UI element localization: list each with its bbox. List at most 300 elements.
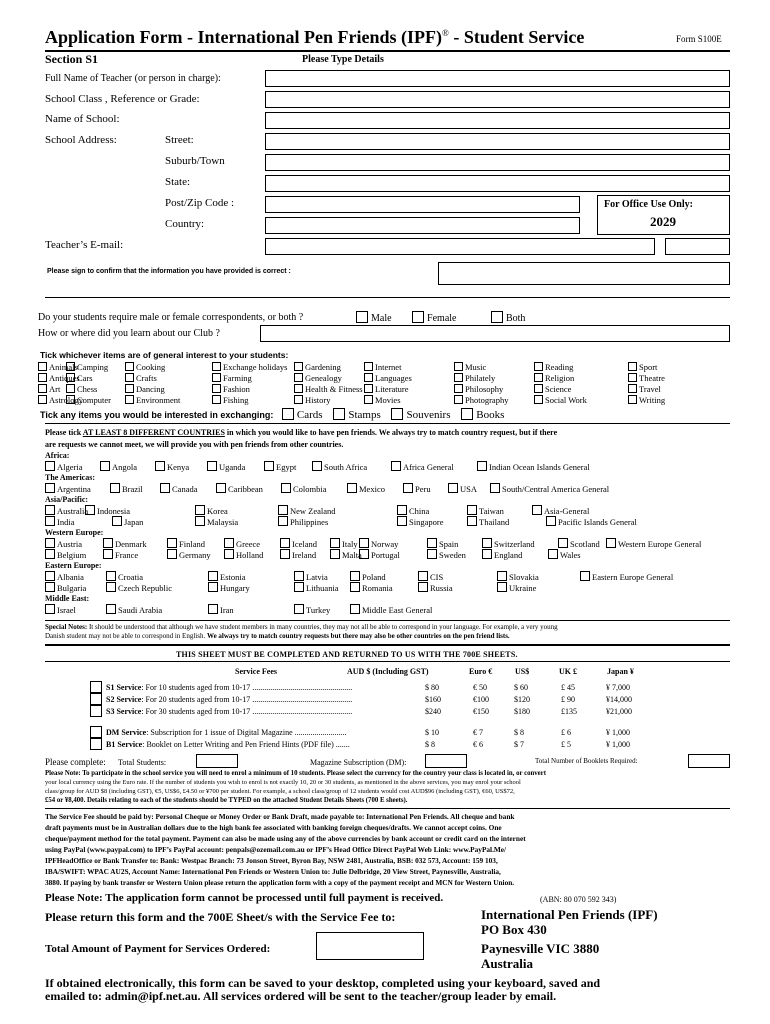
school-class-field[interactable] — [265, 91, 730, 108]
countries-intro-2: are requests we cannot meet, we will provide you with pen friends from other countries. — [45, 440, 344, 449]
books-checkbox[interactable] — [461, 408, 473, 420]
country-portugal-checkbox[interactable] — [359, 549, 369, 559]
fee-aud: $160 — [425, 695, 441, 704]
country-label: Iran — [220, 605, 234, 615]
magazine-sub-label: Magazine Subscription (DM): — [310, 758, 407, 767]
country-france-checkbox[interactable] — [103, 549, 113, 559]
interest-art-checkbox[interactable] — [38, 384, 47, 393]
country-taiwan-checkbox[interactable] — [467, 505, 477, 515]
country-japan-checkbox[interactable] — [112, 516, 122, 526]
exchange-line — [40, 408, 504, 421]
country-peru-checkbox[interactable] — [403, 483, 413, 493]
country-item — [548, 549, 581, 560]
country-item — [45, 516, 74, 527]
country-label: Indian Ocean Islands General — [489, 462, 590, 472]
interest-label: Environment — [136, 395, 181, 405]
country-indian-ocean-islands-general-checkbox[interactable] — [477, 461, 487, 471]
countries-divider — [45, 620, 730, 621]
country-label: Japan — [124, 517, 144, 527]
country-argentina-checkbox[interactable] — [45, 483, 55, 493]
fee-eur: € 6 — [473, 740, 483, 749]
country-hungary-checkbox[interactable] — [208, 582, 218, 592]
postcode-field[interactable] — [265, 196, 580, 213]
interest-farming-checkbox[interactable] — [212, 373, 221, 382]
country-label: Greece — [236, 539, 261, 549]
country-item — [606, 538, 701, 549]
country-item — [359, 549, 400, 560]
fee-eur: €150 — [473, 707, 489, 716]
country-holland-checkbox[interactable] — [224, 549, 234, 559]
interest-dancing-checkbox[interactable] — [125, 384, 134, 393]
country-lithuania-checkbox[interactable] — [294, 582, 304, 592]
interest-label: Philately — [465, 373, 496, 383]
country-denmark-checkbox[interactable] — [103, 538, 113, 548]
country-africa-general-checkbox[interactable] — [391, 461, 401, 471]
country-albania-checkbox[interactable] — [45, 571, 55, 581]
fee-eur: € 7 — [473, 728, 483, 737]
interest-reading-checkbox[interactable] — [534, 362, 543, 371]
country-item — [397, 516, 443, 527]
interest-history-checkbox[interactable] — [294, 395, 303, 404]
stamps-checkbox[interactable] — [333, 408, 345, 420]
fee-jpy: ¥ 7,000 — [606, 683, 630, 692]
country-label: South Africa — [324, 462, 368, 472]
country-turkey-checkbox[interactable] — [294, 604, 304, 614]
country-label: Finland — [179, 539, 205, 549]
country-spain-checkbox[interactable] — [427, 538, 437, 548]
country-item — [208, 571, 246, 582]
countries-intro — [45, 428, 557, 437]
fee-s3-service-checkbox[interactable] — [90, 705, 102, 717]
country-poland-checkbox[interactable] — [350, 571, 360, 581]
signature-field[interactable] — [438, 262, 730, 285]
interest-item — [125, 362, 165, 372]
interest-cooking-checkbox[interactable] — [125, 362, 134, 371]
country-mexico-checkbox[interactable] — [347, 483, 357, 493]
address-line2: PO Box 430 — [481, 922, 547, 937]
interest-item — [364, 384, 409, 394]
country-item — [45, 549, 86, 560]
interest-label: Astrology — [49, 395, 83, 405]
interest-antiques-checkbox[interactable] — [38, 373, 47, 382]
country-label: Malta — [342, 550, 362, 560]
fee-b1-service-checkbox[interactable] — [90, 738, 102, 750]
country-saudi-arabia-checkbox[interactable] — [106, 604, 116, 614]
country-item — [482, 549, 522, 560]
interest-item — [212, 362, 287, 372]
interest-label: Antiques — [49, 373, 80, 383]
fee-aud: $240 — [425, 707, 441, 716]
country-item — [350, 604, 432, 615]
country-label: India — [57, 517, 75, 527]
country-asia-general-checkbox[interactable] — [532, 505, 542, 515]
country-label: Latvia — [306, 572, 328, 582]
interest-computer-checkbox[interactable] — [66, 395, 75, 404]
fee-gbp: £ 5 — [561, 740, 571, 749]
country-item — [482, 538, 535, 549]
interest-fashion-checkbox[interactable] — [212, 384, 221, 393]
interest-item — [66, 395, 111, 405]
interest-gardening-checkbox[interactable] — [294, 362, 303, 371]
country-korea-checkbox[interactable] — [195, 505, 205, 515]
country-label: Western Europe General — [618, 539, 702, 549]
office-code-field[interactable] — [665, 238, 730, 255]
fee-row-desc — [106, 728, 347, 737]
interest-theatre-checkbox[interactable] — [628, 373, 637, 382]
interest-movies-checkbox[interactable] — [364, 395, 373, 404]
special-notes-text3: We always try to match country requests but there may also be other countries on the pen friend lists. — [206, 632, 510, 640]
interest-social-work-checkbox[interactable] — [534, 395, 543, 404]
country-switzerland-checkbox[interactable] — [482, 538, 492, 548]
country-philippines-checkbox[interactable] — [278, 516, 288, 526]
interest-genealogy-checkbox[interactable] — [294, 373, 303, 382]
country-item — [403, 483, 431, 494]
country-australia-checkbox[interactable] — [45, 505, 55, 515]
country-item — [477, 461, 590, 472]
country-malta-checkbox[interactable] — [330, 549, 340, 559]
interest-astrology-checkbox[interactable] — [38, 395, 47, 404]
country-item — [418, 571, 443, 582]
country-item — [347, 483, 385, 494]
fee-service-desc: : Booklet on Letter Writing and Pen Friend Hints (PDF file) ....... — [142, 740, 350, 749]
special-notes-text2: Danish student may not be able to correspond in English. — [45, 632, 207, 640]
country-item — [580, 571, 673, 582]
interests-divider — [45, 423, 730, 424]
interests-title: Tick whichever items are of general interest to your students: — [40, 350, 289, 360]
interest-item — [294, 384, 363, 394]
country-label: Croatia — [118, 572, 144, 582]
country-label: Brazil — [122, 484, 143, 494]
country-label: CIS — [430, 572, 444, 582]
country-item — [45, 483, 91, 494]
interest-label: History — [305, 395, 331, 405]
title-text: Application Form - International Pen Friends (IPF) — [45, 27, 442, 47]
country-algeria-checkbox[interactable] — [45, 461, 55, 471]
country-egypt-checkbox[interactable] — [264, 461, 274, 471]
interest-internet-checkbox[interactable] — [364, 362, 373, 371]
region-label: The Americas: — [45, 473, 95, 482]
male-checkbox[interactable] — [356, 311, 368, 323]
country-item — [208, 582, 250, 593]
country-south-central-america-general-checkbox[interactable] — [490, 483, 500, 493]
country-new-zealand-checkbox[interactable] — [278, 505, 288, 515]
interest-item — [454, 362, 486, 372]
interest-environment-checkbox[interactable] — [125, 395, 134, 404]
country-austria-checkbox[interactable] — [45, 538, 55, 548]
country-eastern-europe-general-checkbox[interactable] — [580, 571, 590, 581]
interest-crafts-checkbox[interactable] — [125, 373, 134, 382]
country-label: Scotland — [570, 539, 600, 549]
country-kenya-checkbox[interactable] — [155, 461, 165, 471]
cards-label: Cards — [296, 409, 323, 421]
country-label: Italy — [342, 539, 358, 549]
fee-usd: $120 — [514, 695, 530, 704]
interest-chess-checkbox[interactable] — [66, 384, 75, 393]
fee-header: US$ — [515, 667, 530, 676]
interest-label: Cooking — [136, 362, 166, 372]
country-belgium-checkbox[interactable] — [45, 549, 55, 559]
country-item — [330, 538, 358, 549]
magazine-sub-field[interactable] — [425, 754, 467, 768]
country-item — [85, 505, 130, 516]
sheet-notice: THIS SHEET MUST BE COMPLETED AND RETURNED TO US WITH THE 700E SHEETS. — [176, 650, 518, 659]
payment-line2: draft payments must be in Australian dollars due to the high bank fee associated with banking foreign cheques/drafts. We cannot accept coins. One — [45, 823, 502, 832]
country-western-europe-general-checkbox[interactable] — [606, 538, 616, 548]
interest-label: Animals — [49, 362, 78, 372]
country-cis-checkbox[interactable] — [418, 571, 428, 581]
interest-label: Chess — [77, 384, 98, 394]
country-label: Egypt — [276, 462, 297, 472]
souvenirs-checkbox[interactable] — [391, 408, 403, 420]
country-item — [224, 538, 260, 549]
country-iran-checkbox[interactable] — [208, 604, 218, 614]
country-wales-checkbox[interactable] — [548, 549, 558, 559]
school-name-label: Name of School: — [45, 113, 120, 125]
interest-fishing-checkbox[interactable] — [212, 395, 221, 404]
interest-languages-checkbox[interactable] — [364, 373, 373, 382]
country-italy-checkbox[interactable] — [330, 538, 340, 548]
country-ukraine-checkbox[interactable] — [497, 582, 507, 592]
state-field[interactable] — [265, 175, 730, 192]
fee-row-desc — [106, 740, 350, 749]
country-label: Norway — [371, 539, 399, 549]
country-label: Austria — [57, 539, 83, 549]
country-caribbean-checkbox[interactable] — [216, 483, 226, 493]
books-label: Books — [476, 409, 505, 421]
country-south-africa-checkbox[interactable] — [312, 461, 322, 471]
country-england-checkbox[interactable] — [482, 549, 492, 559]
country-bulgaria-checkbox[interactable] — [45, 582, 55, 592]
teacher-name-field[interactable] — [265, 70, 730, 87]
country-label: Canada — [172, 484, 198, 494]
country-label: Slovakia — [509, 572, 539, 582]
interest-animals-checkbox[interactable] — [38, 362, 47, 371]
please-note-label: Please Note: — [45, 770, 81, 777]
country-china-checkbox[interactable] — [397, 505, 407, 515]
country-item — [207, 461, 245, 472]
total-payment-field[interactable] — [316, 932, 424, 960]
country-indonesia-checkbox[interactable] — [85, 505, 95, 515]
interest-item — [294, 373, 342, 383]
country-label: Estonia — [220, 572, 246, 582]
country-iceland-checkbox[interactable] — [280, 538, 290, 548]
country-label: Kenya — [167, 462, 190, 472]
special-notes-text1: It should be understood that although we have student members in many countries, they may not all be able to correspond in your language. For example, a very young — [87, 623, 558, 631]
total-students-label: Total Students: — [118, 758, 167, 767]
special-notes-line1 — [45, 623, 558, 631]
interest-photography-checkbox[interactable] — [454, 395, 463, 404]
fee-row-desc — [106, 695, 352, 704]
country-label: Israel — [57, 605, 76, 615]
country-scotland-checkbox[interactable] — [558, 538, 568, 548]
fee-dm-service-checkbox[interactable] — [90, 726, 102, 738]
total-students-field[interactable] — [196, 754, 238, 768]
interest-label: Fashion — [223, 384, 250, 394]
interest-sport-checkbox[interactable] — [628, 362, 637, 371]
country-greece-checkbox[interactable] — [224, 538, 234, 548]
cards-checkbox[interactable] — [282, 408, 294, 420]
fee-aud: $ 80 — [425, 683, 439, 692]
country-item — [103, 549, 138, 560]
interest-literature-checkbox[interactable] — [364, 384, 373, 393]
country-estonia-checkbox[interactable] — [208, 571, 218, 581]
country-pacific-islands-general-checkbox[interactable] — [546, 516, 556, 526]
country-item — [106, 604, 162, 615]
interest-cars-checkbox[interactable] — [66, 373, 75, 382]
country-croatia-checkbox[interactable] — [106, 571, 116, 581]
interest-label: Theatre — [639, 373, 665, 383]
interest-camping-checkbox[interactable] — [66, 362, 75, 371]
interest-travel-checkbox[interactable] — [628, 384, 637, 393]
country-item — [330, 549, 362, 560]
country-item — [350, 582, 393, 593]
country-field[interactable] — [265, 217, 580, 234]
interest-label: Camping — [77, 362, 109, 372]
country-romania-checkbox[interactable] — [350, 582, 360, 592]
region-label: Western Europe: — [45, 528, 104, 537]
interest-philosophy-checkbox[interactable] — [454, 384, 463, 393]
fee-service-name: B1 Service — [106, 740, 143, 749]
country-colombia-checkbox[interactable] — [281, 483, 291, 493]
please-note-line4: £54 or ¥8,400. Details relating to each of the students should be TYPED on the attached Student Details Sheets (700 E sheets). — [45, 797, 408, 804]
country-label: Uganda — [219, 462, 246, 472]
country-canada-checkbox[interactable] — [160, 483, 170, 493]
suburb-field[interactable] — [265, 154, 730, 171]
male-label: Male — [371, 313, 392, 324]
country-sweden-checkbox[interactable] — [427, 549, 437, 559]
country-label: Czech Republic — [118, 583, 173, 593]
interest-item — [534, 373, 574, 383]
interest-label: Internet — [375, 362, 402, 372]
country-label: Indonesia — [97, 506, 131, 516]
country-item — [106, 571, 143, 582]
interest-item — [125, 384, 165, 394]
special-notes-line2 — [45, 632, 510, 640]
interest-health-fitness-checkbox[interactable] — [294, 384, 303, 393]
address-line3: Paynesville VIC 3880 — [481, 941, 600, 956]
country-label: Romania — [362, 583, 393, 593]
interest-item — [212, 395, 249, 405]
country-malaysia-checkbox[interactable] — [195, 516, 205, 526]
country-label: Ireland — [292, 550, 317, 560]
country-item — [103, 538, 147, 549]
interest-science-checkbox[interactable] — [534, 384, 543, 393]
interest-religion-checkbox[interactable] — [534, 373, 543, 382]
fee-aud: $ 8 — [425, 740, 435, 749]
country-finland-checkbox[interactable] — [167, 538, 177, 548]
country-item — [497, 582, 536, 593]
interest-item — [628, 362, 657, 372]
fee-gbp: £ 90 — [561, 695, 575, 704]
payment-line1: The Service Fee should be paid by: Personal Cheque or Money Order or Bank Draft, made payable to: International Pen Friends. All cheque and bank — [45, 812, 515, 821]
country-label: Asia-General — [544, 506, 590, 516]
country-item — [195, 516, 238, 527]
interest-item — [125, 395, 180, 405]
payment-line3: cheque/payment method for the total payment. Payment can also be made using any of the above currencies by bank account or credit card on the internet — [45, 834, 526, 843]
interest-label: Reading — [545, 362, 574, 372]
both-checkbox[interactable] — [491, 311, 503, 323]
country-item — [490, 483, 609, 494]
country-israel-checkbox[interactable] — [45, 604, 55, 614]
payment-line7: 3880. If paying by bank transfer or Western Union please return the application form with a copy of the payment receipt and MCN for Western Union. — [45, 878, 515, 887]
country-label: Peru — [415, 484, 431, 494]
country-usa-checkbox[interactable] — [448, 483, 458, 493]
country-ireland-checkbox[interactable] — [280, 549, 290, 559]
country-slovakia-checkbox[interactable] — [497, 571, 507, 581]
country-latvia-checkbox[interactable] — [294, 571, 304, 581]
country-singapore-checkbox[interactable] — [397, 516, 407, 526]
country-label: New Zealand — [290, 506, 336, 516]
female-checkbox[interactable] — [412, 311, 424, 323]
please-note-text1: To participate in the school service you will need to enrol a minimum of 10 students. Please select the currency for the country your class is located in, or convert — [82, 770, 546, 777]
fee-service-name: S3 Service — [106, 707, 142, 716]
country-thailand-checkbox[interactable] — [467, 516, 477, 526]
country-label: Belgium — [57, 550, 87, 560]
country-brazil-checkbox[interactable] — [110, 483, 120, 493]
office-year: 2029 — [650, 214, 676, 229]
country-middle-east-general-checkbox[interactable] — [350, 604, 360, 614]
interest-label: Farming — [223, 373, 252, 383]
interest-label: Gardening — [305, 362, 341, 372]
country-label: Bulgaria — [57, 583, 87, 593]
fee-service-desc: : For 30 students aged from 10-17 .................................................. — [141, 707, 353, 716]
country-item — [264, 461, 296, 472]
country-item — [208, 604, 234, 615]
fee-s2-service-checkbox[interactable] — [90, 693, 102, 705]
notes-divider — [45, 644, 730, 646]
country-norway-checkbox[interactable] — [359, 538, 369, 548]
correspondent-question: Do your students require male or female correspondents, or both ? — [38, 312, 304, 323]
total-payment-label: Total Amount of Payment for Services Ordered: — [45, 943, 271, 955]
country-angola-checkbox[interactable] — [100, 461, 110, 471]
country-label: USA — [460, 484, 478, 494]
complete-label: Please complete: — [45, 757, 106, 767]
interest-music-checkbox[interactable] — [454, 362, 463, 371]
total-booklets-field[interactable] — [688, 754, 730, 768]
form-title — [45, 27, 584, 48]
country-item — [294, 571, 328, 582]
street-field[interactable] — [265, 133, 730, 150]
email-field[interactable] — [265, 238, 655, 255]
address-line1: International Pen Friends (IPF) — [481, 907, 658, 922]
country-item — [448, 483, 477, 494]
fee-s1-service-checkbox[interactable] — [90, 681, 102, 693]
club-question: How or where did you learn about our Club ? — [38, 328, 220, 339]
interest-philately-checkbox[interactable] — [454, 373, 463, 382]
countries-intro-a: Please tick — [45, 428, 83, 437]
interest-writing-checkbox[interactable] — [628, 395, 637, 404]
interest-label: Photography — [465, 395, 509, 405]
country-czech-republic-checkbox[interactable] — [106, 582, 116, 592]
country-germany-checkbox[interactable] — [167, 549, 177, 559]
country-label: Sweden — [439, 550, 466, 560]
country-russia-checkbox[interactable] — [418, 582, 428, 592]
country-label: Wales — [560, 550, 581, 560]
country-item — [418, 582, 453, 593]
country-label: Denmark — [115, 539, 147, 549]
club-source-field[interactable] — [260, 325, 730, 342]
fee-row-desc — [106, 707, 352, 716]
school-name-field[interactable] — [265, 112, 730, 129]
interest-label: Movies — [375, 395, 401, 405]
country-label: Colombia — [293, 484, 327, 494]
country-item — [397, 505, 429, 516]
country-uganda-checkbox[interactable] — [207, 461, 217, 471]
country-india-checkbox[interactable] — [45, 516, 55, 526]
interest-exchange-holidays-checkbox[interactable] — [212, 362, 221, 371]
country-item — [391, 461, 454, 472]
country-label: Middle East General — [362, 605, 433, 615]
